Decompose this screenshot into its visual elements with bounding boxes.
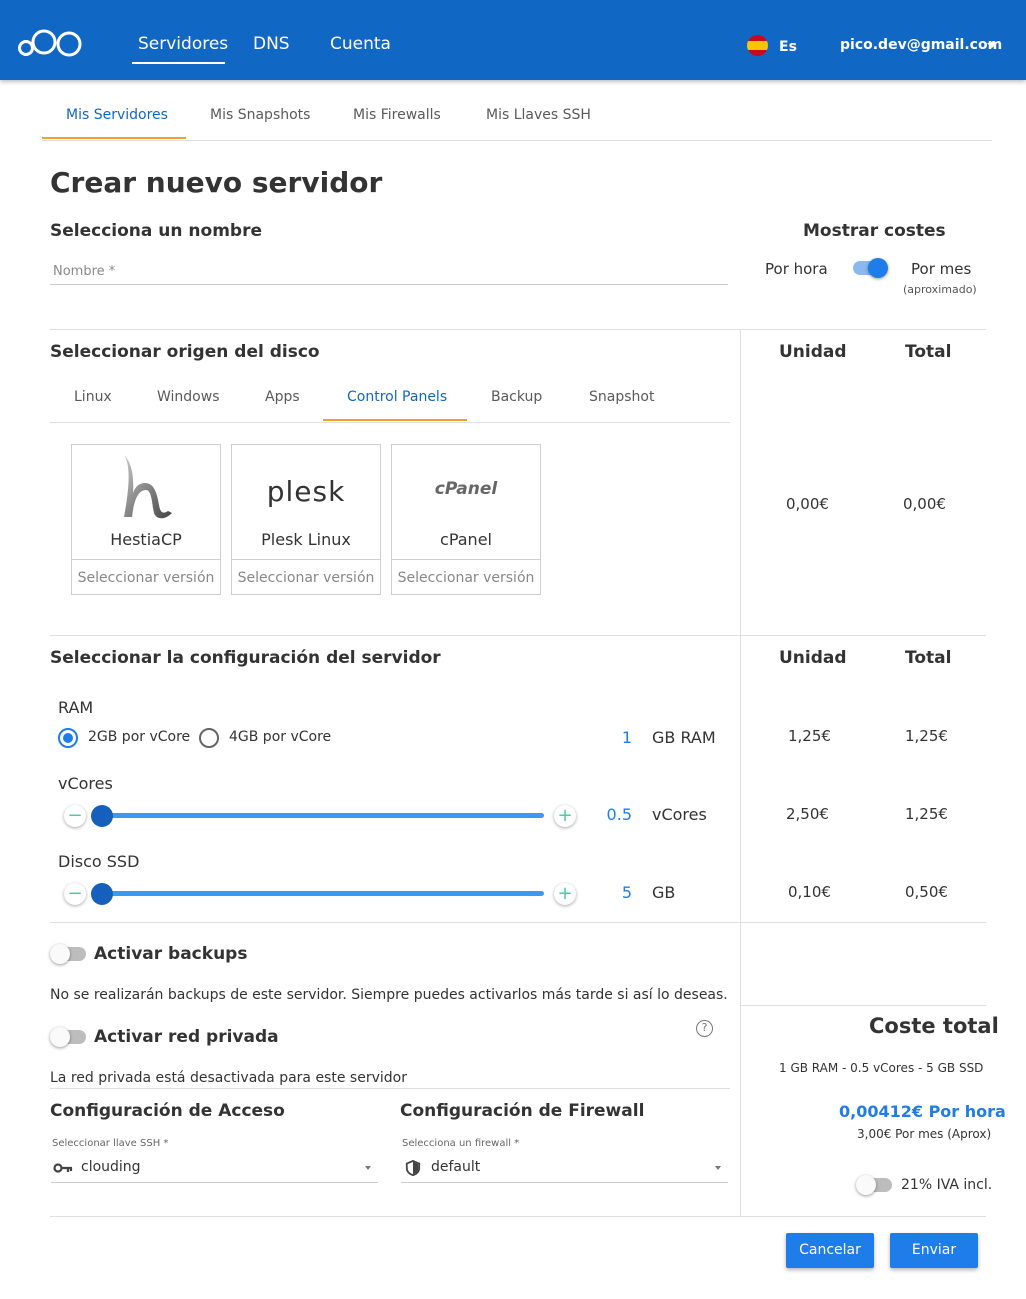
language-selector[interactable]: Es xyxy=(779,39,797,55)
ssd-slider-handle[interactable] xyxy=(91,883,113,905)
tab-snapshot[interactable]: Snapshot xyxy=(589,389,655,405)
vcores-decrease-button[interactable] xyxy=(64,805,86,827)
vcores-total-price: 1,25€ xyxy=(905,805,948,823)
cost-column-divider xyxy=(740,329,741,1217)
private-network-title: Activar red privada xyxy=(94,1027,279,1047)
disk-section-title: Seleccionar origen del disco xyxy=(50,342,320,362)
tab-linux[interactable]: Linux xyxy=(74,389,112,405)
subtab-mis-servidores[interactable]: Mis Servidores xyxy=(66,107,168,123)
chevron-down-icon[interactable] xyxy=(987,43,997,48)
ram-unit-price: 1,25€ xyxy=(788,727,831,745)
backups-title: Activar backups xyxy=(94,944,248,964)
nav-active-indicator xyxy=(132,62,225,64)
hestiacp-logo-icon xyxy=(118,455,176,521)
ssd-unit: GB xyxy=(652,883,676,902)
ram-option-4gb-label[interactable]: 4GB por vCore xyxy=(229,729,332,745)
plus-icon: + xyxy=(557,805,573,826)
vcores-increase-button[interactable] xyxy=(554,805,576,827)
cpanel-logo-icon: cPanel xyxy=(434,479,498,499)
backups-toggle[interactable] xyxy=(52,944,88,964)
plesk-logo-icon: plesk xyxy=(266,475,346,508)
subtab-divider xyxy=(42,140,992,141)
divider xyxy=(741,1005,986,1006)
ram-unit: GB RAM xyxy=(652,728,716,747)
iva-toggle[interactable] xyxy=(858,1175,894,1195)
version-select[interactable]: Seleccionar versión xyxy=(77,570,215,586)
card-name: HestiaCP xyxy=(110,530,182,549)
costs-title: Mostrar costes xyxy=(803,221,946,241)
subtab-active-indicator xyxy=(42,137,186,139)
clouding-logo[interactable] xyxy=(18,29,84,59)
ssd-label: Disco SSD xyxy=(58,852,140,871)
vcores-slider[interactable] xyxy=(96,813,544,818)
shield-icon xyxy=(403,1160,423,1176)
user-menu[interactable]: pico.dev@gmail.com xyxy=(840,37,1003,53)
total-cost-summary: 1 GB RAM - 0.5 vCores - 5 GB SSD xyxy=(779,1061,984,1075)
version-select[interactable]: Seleccionar versión xyxy=(237,570,375,586)
tab-backup[interactable]: Backup xyxy=(491,389,543,405)
total-cost-hourly: 0,00412€ Por hora xyxy=(839,1102,1006,1121)
minus-icon: − xyxy=(67,883,83,904)
config-total-header: Total xyxy=(905,648,952,668)
vcores-unit-price: 2,50€ xyxy=(786,805,829,823)
ram-label: RAM xyxy=(58,698,94,717)
name-section-title: Selecciona un nombre xyxy=(50,221,262,241)
ram-option-2gb-radio[interactable] xyxy=(58,728,78,748)
card-divider xyxy=(392,559,540,560)
firewall-section-title: Configuración de Firewall xyxy=(400,1101,645,1121)
card-hestiacp[interactable] xyxy=(71,444,221,595)
ssh-key-value: clouding xyxy=(81,1159,141,1175)
disk-total-price: 0,00€ xyxy=(903,495,946,513)
vcores-unit: vCores xyxy=(652,805,707,824)
submit-button[interactable]: Enviar xyxy=(890,1233,978,1268)
ssh-key-select-label: Seleccionar llave SSH * xyxy=(52,1138,169,1149)
subtab-mis-firewalls[interactable]: Mis Firewalls xyxy=(353,107,441,123)
backups-description: No se realizarán backups de este servidor. Siempre puedes activarlos más tarde si así lo deseas. xyxy=(50,987,728,1003)
card-divider xyxy=(232,559,380,560)
ssh-key-select[interactable] xyxy=(51,1153,378,1183)
card-plesk-linux[interactable] xyxy=(231,444,381,595)
disk-unit-price: 0,00€ xyxy=(786,495,829,513)
version-select[interactable]: Seleccionar versión xyxy=(397,570,535,586)
disk-tab-divider xyxy=(50,422,730,423)
divider xyxy=(50,1216,986,1217)
disk-unit-header: Unidad xyxy=(779,342,847,362)
ssd-unit-price: 0,10€ xyxy=(788,883,831,901)
ram-total-price: 1,25€ xyxy=(905,727,948,745)
tab-windows[interactable]: Windows xyxy=(157,389,220,405)
access-section-title: Configuración de Acceso xyxy=(50,1101,285,1121)
firewall-value: default xyxy=(431,1159,481,1175)
private-network-description: La red privada está desactivada para este servidor xyxy=(50,1070,407,1086)
nav-cuenta[interactable]: Cuenta xyxy=(330,34,391,54)
card-name: Plesk Linux xyxy=(261,530,351,549)
ssd-slider[interactable] xyxy=(96,891,544,896)
spain-flag-icon[interactable] xyxy=(747,35,768,56)
chevron-down-icon xyxy=(365,1166,371,1170)
private-network-toggle[interactable] xyxy=(52,1027,88,1047)
nav-dns[interactable]: DNS xyxy=(253,34,290,54)
divider xyxy=(50,635,986,636)
iva-label: 21% IVA incl. xyxy=(901,1177,993,1193)
card-divider xyxy=(72,559,220,560)
firewall-select[interactable] xyxy=(401,1153,728,1183)
config-section-title: Seleccionar la configuración del servidor xyxy=(50,648,441,668)
vcores-value: 0.5 xyxy=(606,805,632,824)
divider xyxy=(50,329,986,330)
ssd-increase-button[interactable] xyxy=(554,883,576,905)
ssd-decrease-button[interactable] xyxy=(64,883,86,905)
card-name: cPanel xyxy=(440,530,492,549)
plus-icon: + xyxy=(557,883,573,904)
ram-option-2gb-label[interactable]: 2GB por vCore xyxy=(88,729,191,745)
total-cost-title: Coste total xyxy=(869,1014,999,1038)
divider xyxy=(50,1088,730,1089)
costs-month-label: Por mes xyxy=(911,260,972,278)
total-cost-monthly: 3,00€ Por mes (Aprox) xyxy=(857,1127,992,1141)
costs-hour-label: Por hora xyxy=(765,260,828,278)
ram-option-4gb-radio[interactable] xyxy=(199,728,219,748)
tab-control-panels[interactable]: Control Panels xyxy=(347,389,448,405)
top-navbar xyxy=(0,0,1026,80)
config-unit-header: Unidad xyxy=(779,648,847,668)
chevron-down-icon xyxy=(715,1166,721,1170)
tab-apps[interactable]: Apps xyxy=(265,389,300,405)
card-cpanel[interactable] xyxy=(391,444,541,595)
help-icon[interactable]: ? xyxy=(696,1020,713,1037)
firewall-select-label: Selecciona un firewall * xyxy=(402,1138,520,1149)
key-icon xyxy=(53,1160,73,1176)
vcores-label: vCores xyxy=(58,774,113,793)
costs-period-toggle[interactable] xyxy=(853,258,889,278)
divider xyxy=(50,922,986,923)
vcores-slider-handle[interactable] xyxy=(91,805,113,827)
server-name-input[interactable] xyxy=(50,258,728,285)
ssd-total-price: 0,50€ xyxy=(905,883,948,901)
ssd-value: 5 xyxy=(621,883,632,902)
ram-value: 1 xyxy=(621,728,632,747)
costs-approx-label: (aproximado) xyxy=(903,283,977,296)
nav-servidores[interactable]: Servidores xyxy=(138,34,229,54)
subtab-mis-llaves-ssh[interactable]: Mis Llaves SSH xyxy=(486,107,591,123)
page-title: Crear nuevo servidor xyxy=(50,166,383,199)
disk-total-header: Total xyxy=(905,342,952,362)
cancel-button[interactable]: Cancelar xyxy=(786,1233,874,1268)
minus-icon: − xyxy=(67,805,83,826)
disk-tab-active-indicator xyxy=(323,419,467,421)
subtab-mis-snapshots[interactable]: Mis Snapshots xyxy=(210,107,311,123)
